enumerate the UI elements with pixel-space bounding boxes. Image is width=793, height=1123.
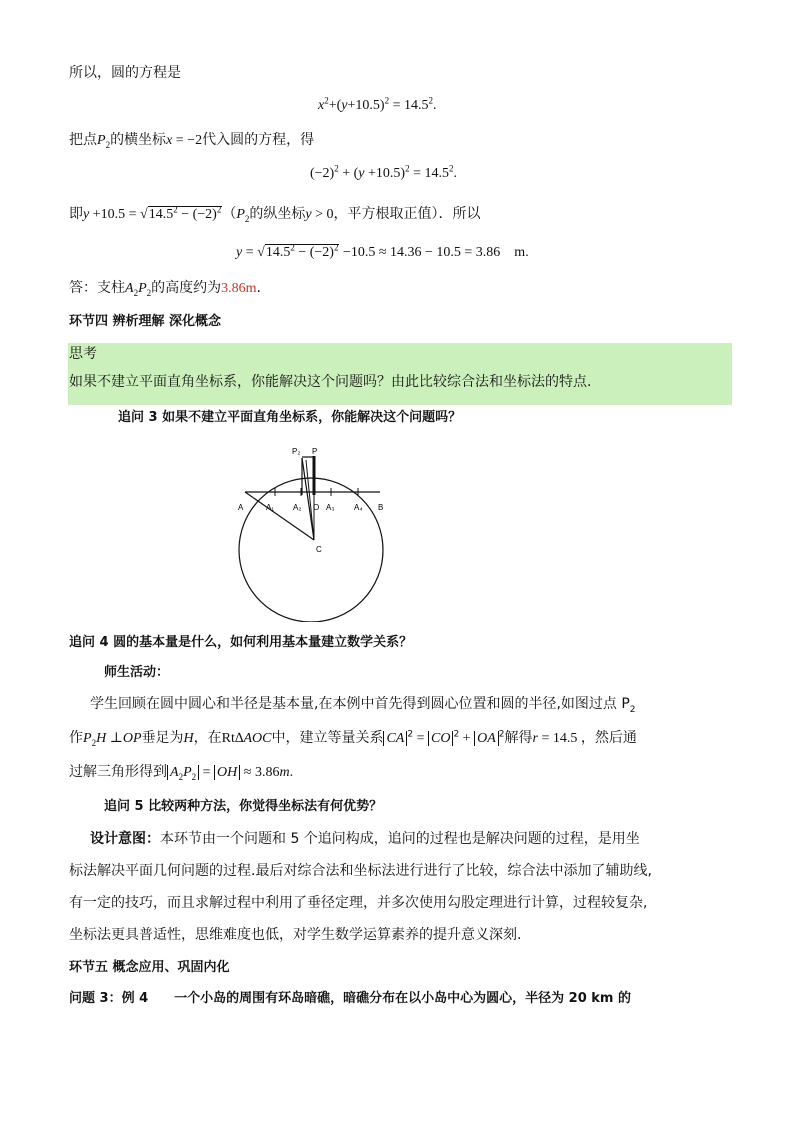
label-b: B xyxy=(378,503,384,512)
segment-p2c xyxy=(302,458,314,540)
follow-up-question-4: 追问 4 圆的基本量是什么，如何利用基本量建立数学关系？ xyxy=(69,635,413,650)
design-line: 标法解决平面几何问题的过程.最后对综合法和坐标法进行进行了比较，综合法中添加了辅助线, xyxy=(69,863,652,879)
section-heading: 环节五 概念应用、巩固内化 xyxy=(69,960,230,975)
circle-outline xyxy=(239,478,383,622)
think-title: 思考 xyxy=(69,346,97,362)
answer-line: 答：支柱$A_2P_2$的高度约为3.86m. xyxy=(69,280,261,298)
design-line: 有一定的技巧，而且求解过程中利用了垂径定理，并多次使用勾股定理进行计算，过程较复杂, xyxy=(69,895,648,911)
circle-diagram xyxy=(230,440,400,622)
circle-equation: $x^2+(y+10.5)^2 = 14.5^2$. xyxy=(318,95,437,113)
text-line: 把点$P_2$的横坐标x = −2代入圆的方程，得 xyxy=(69,132,315,150)
paragraph-line: 作$P_2H$ ⊥OP垂足为H，在Rt∆AOC中，建立等量关系 CA $^2$ = CO $^2$ + OA $^2$解得r = 14.5 ，然后通 xyxy=(69,729,637,748)
section-heading: 环节四 辨析理解 深化概念 xyxy=(69,314,222,329)
follow-up-question-3: 追问 3 如果不建立平面直角坐标系，你能解决这个问题吗？ xyxy=(118,410,462,425)
text-line: 所以，圆的方程是 xyxy=(69,65,181,81)
design-line: 设计意图：本环节由一个问题和 5 个追问构成，追问的过程也是解决问题的过程，是用坐 xyxy=(90,831,640,847)
label-a: A xyxy=(238,503,244,512)
activity-label: 师生活动： xyxy=(104,665,170,680)
paragraph-line: 学生回顾在圆中圆心和半径是基本量,在本例中首先得到圆心位置和圆的半径,如图过点 $P_2$ xyxy=(90,696,636,715)
follow-up-question-5: 追问 5 比较两种方法，你觉得坐标法有何优势？ xyxy=(104,799,383,814)
label-c: C xyxy=(316,545,322,554)
paragraph-line: 过解三角形得到 $A_2P_2$ = OH ≈ 3.86m. xyxy=(69,764,294,782)
label-p: P xyxy=(312,447,318,456)
text-line: 即$y +10.5 = √14.5^2 - (-2)^2(P_2$的纵坐标y > 0，平方根取正值）．所以 xyxy=(69,204,481,224)
label-a3: A₃ xyxy=(326,503,335,512)
design-line: 坐标法更具普适性，思维难度也低，对学生数学运算素养的提升意义深刻. xyxy=(69,927,522,943)
segment-ac xyxy=(245,492,314,540)
think-body: 如果不建立平面直角坐标系，你能解决这个问题吗？由此比较综合法和坐标法的特点. xyxy=(69,374,592,390)
label-a1: A₁ xyxy=(266,503,275,512)
label-p2: P₂ xyxy=(292,447,301,456)
substituted-equation: $(-2)^2 + (y +10.5)^2 = 14.5^2$. xyxy=(310,163,457,181)
label-a2: A₂ xyxy=(293,503,302,512)
label-o: O xyxy=(313,503,320,512)
label-a4: A₄ xyxy=(354,503,363,512)
problem-3: 问题 3：例 4 一个小岛的周围有环岛暗礁，暗礁分布在以小岛中心为圆心，半径为 20 km 的 xyxy=(69,991,632,1006)
height-calculation: $y = √14.5^2 - (-2)^2 -10.5 \approx 14.36 - 10.5 = 3.86$ m. xyxy=(236,242,529,260)
